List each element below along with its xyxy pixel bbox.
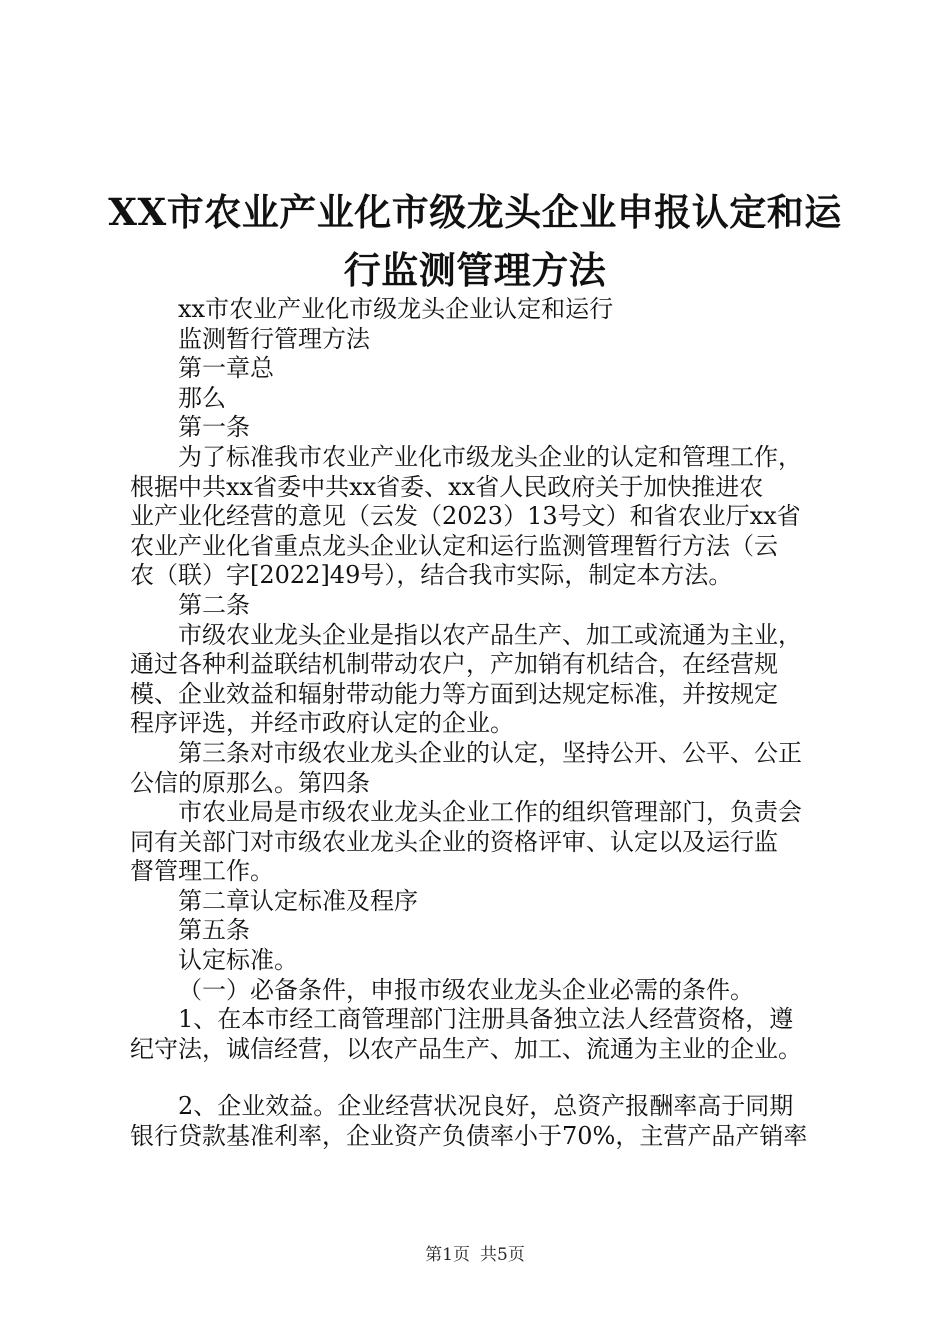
paragraph-line: 根据中共xx省委中共xx省委、xx省人民政府关于加快推进农 [130, 472, 764, 501]
paragraph-line: 纪守法，诚信经营，以农产品生产、加工、流通为主业的企业。 [130, 1034, 802, 1063]
paragraph-line: 第二条 [178, 590, 250, 619]
document-title-line-2: 行监测管理方法 [343, 248, 607, 292]
paragraph-line: 第一条 [178, 413, 250, 442]
paragraph-line: 农（联）字[2022]49号），结合我市实际，制定本方法。 [130, 561, 733, 590]
paragraph-line: 那么 [178, 383, 226, 412]
paragraph-line: 第三条对市级农业龙头企业的认定，坚持公开、公平、公正 [178, 738, 802, 767]
paragraph-line: 第一章总 [178, 354, 274, 383]
paragraph-line: 市农业局是市级农业龙头企业工作的组织管理部门，负责会 [178, 798, 802, 827]
document-body [130, 295, 842, 1152]
page-number: 第1页 [425, 1245, 470, 1265]
paragraph-line: 监测暂行管理方法 [178, 324, 370, 353]
paragraph-line: 认定标准。 [178, 946, 298, 975]
paragraph-line: 第二章认定标准及程序 [178, 886, 418, 915]
paragraph-line: 银行贷款基准利率，企业资产负债率小于70%，主营产品产销率 [130, 1122, 808, 1151]
paragraph-line: 农业产业化省重点龙头企业认定和运行监测管理暂行方法（云 [130, 531, 778, 560]
paragraph-line: 公信的原那么。第四条 [130, 768, 370, 797]
paragraph-line: 为了标准我市农业产业化市级龙头企业的认定和管理工作， [178, 442, 802, 471]
paragraph-line: 程序评选，并经市政府认定的企业。 [130, 709, 514, 738]
document-title-line-1: XX市农业产业化市级龙头企业申报认定和运 [108, 190, 842, 234]
page-footer [0, 1244, 950, 1266]
paragraph-line: 第五条 [178, 916, 250, 945]
paragraph-line: 通过各种利益联结机制带动农户，产加销有机结合，在经营规 [130, 650, 778, 679]
paragraph-line: 2、企业效益。企业经营状况良好，总资产报酬率高于同期 [178, 1092, 794, 1121]
paragraph-line: 同有关部门对市级农业龙头企业的资格评审、认定以及运行监 [130, 827, 778, 856]
paragraph-line: xx市农业产业化市级龙头企业认定和运行 [178, 295, 614, 323]
page-total: 共5页 [480, 1245, 525, 1265]
paragraph-line: 模、企业效益和辐射带动能力等方面到达规定标准，并按规定 [130, 679, 778, 708]
paragraph-line: 市级农业龙头企业是指以农产品生产、加工或流通为主业， [178, 620, 802, 649]
paragraph-line: （一）必备条件，申报市级农业龙头企业必需的条件。 [178, 975, 754, 1004]
paragraph-line: 业产业化经营的意见（云发（2023）13号文）和省农业厅xx省 [130, 502, 801, 531]
paragraph-line: 督管理工作。 [130, 857, 274, 886]
paragraph-line: 1、在本市经工商管理部门注册具备独立法人经营资格，遵 [178, 1005, 794, 1034]
